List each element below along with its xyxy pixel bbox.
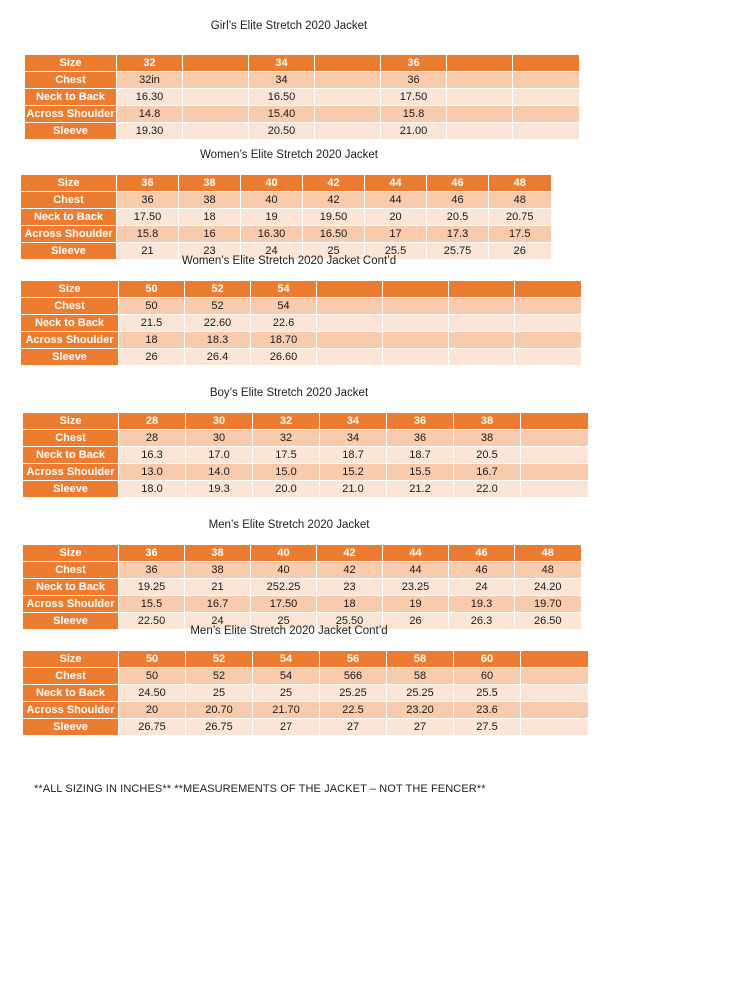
measurement-cell [383,315,449,332]
measurement-cell: 27 [387,719,454,736]
table-row-size [23,413,588,430]
row-label-chest: Chest [23,430,119,447]
table-row-chest [23,668,588,685]
measurement-cell [317,332,383,349]
measurement-cell [449,332,515,349]
measurement-cell [515,349,581,366]
measurement-cell: 24 [241,243,303,260]
measurement-cell: 52 [186,668,253,685]
measurement-cell: 20.70 [186,702,253,719]
measurement-cell: 26.50 [515,613,581,630]
row-label-neck-to-back: Neck to Back [23,685,119,702]
measurement-cell: 21.00 [381,123,447,140]
womens-contd-size-table [20,281,581,366]
measurement-cell: 58 [387,668,454,685]
size-header-cell: 32 [253,413,320,430]
size-header-cell: 48 [489,175,551,192]
table-row-across-shoulder [23,702,588,719]
measurement-cell: 15.8 [117,226,179,243]
measurement-cell [183,72,249,89]
measurement-cell [515,332,581,349]
size-header-cell: 52 [185,281,251,298]
table-row-size [21,175,551,192]
size-header-cell: 46 [449,545,515,562]
measurement-cell [317,298,383,315]
measurement-cell: 24.20 [515,579,581,596]
measurement-cell [513,89,579,106]
size-header-cell: 48 [515,545,581,562]
table-row-size [25,55,579,72]
size-header-cell: 54 [251,281,317,298]
size-header-cell: 30 [186,413,253,430]
measurement-cell [183,123,249,140]
measurement-cell: 23 [179,243,241,260]
measurement-cell [317,349,383,366]
measurement-cell: 17.50 [117,209,179,226]
mens-contd-size-table [22,651,588,736]
measurement-cell: 20.5 [454,447,521,464]
size-header-cell [513,55,579,72]
measurement-cell: 52 [185,298,251,315]
measurement-cell [447,72,513,89]
table-row-size [23,651,588,668]
measurement-cell: 17.3 [427,226,489,243]
row-label-chest: Chest [25,72,117,89]
size-header-cell: 38 [454,413,521,430]
size-header-cell [447,55,513,72]
size-header-cell: 52 [186,651,253,668]
row-label-across-shoulder: Across Shoulder [23,464,119,481]
size-header-cell: 50 [119,651,186,668]
row-label-chest: Chest [21,192,117,209]
measurement-cell: 50 [119,668,186,685]
size-header-cell: 54 [253,651,320,668]
table-row-size [23,545,581,562]
measurement-cell: 44 [383,562,449,579]
table-row-chest [23,430,588,447]
measurement-cell [521,464,588,481]
size-header-cell: 56 [320,651,387,668]
measurement-cell: 42 [303,192,365,209]
womens-table-title: Women’s Elite Stretch 2020 Jacket [200,149,378,161]
measurement-cell [447,89,513,106]
measurement-cell: 22.5 [320,702,387,719]
row-label-sleeve: Sleeve [23,719,119,736]
measurement-cell: 19.3 [186,481,253,498]
measurement-cell: 16.30 [241,226,303,243]
measurement-cell: 25 [251,613,317,630]
measurement-cell: 21.0 [320,481,387,498]
measurement-cell: 18 [119,332,185,349]
measurement-cell: 34 [320,430,387,447]
size-header-cell: 50 [119,281,185,298]
measurement-cell: 20 [365,209,427,226]
row-label-across-shoulder: Across Shoulder [23,596,119,613]
size-header-cell [317,281,383,298]
measurement-cell: 21 [117,243,179,260]
measurement-cell: 18 [317,596,383,613]
row-label-size: Size [23,651,119,668]
measurement-cell: 25.50 [317,613,383,630]
measurement-cell: 19.30 [117,123,183,140]
measurement-cell [183,89,249,106]
measurement-cell: 22.50 [119,613,185,630]
measurement-cell: 26.3 [449,613,515,630]
measurement-cell [513,72,579,89]
measurement-cell: 25 [253,685,320,702]
row-label-across-shoulder: Across Shoulder [21,226,117,243]
size-header-cell: 42 [317,545,383,562]
measurement-cell: 14.0 [186,464,253,481]
measurement-cell [521,685,588,702]
size-header-cell: 46 [427,175,489,192]
table-row-across-shoulder [25,106,579,123]
size-header-cell: 34 [320,413,387,430]
measurement-cell: 24 [449,579,515,596]
measurement-cell [521,447,588,464]
measurement-cell: 48 [489,192,551,209]
row-label-neck-to-back: Neck to Back [23,579,119,596]
measurement-cell: 18.7 [387,447,454,464]
measurement-cell: 16.7 [185,596,251,613]
measurement-cell: 20.50 [249,123,315,140]
size-header-cell: 36 [387,413,454,430]
measurement-cell: 40 [241,192,303,209]
measurement-cell: 19.70 [515,596,581,613]
measurement-cell [515,298,581,315]
size-header-cell: 58 [387,651,454,668]
measurement-cell: 25.75 [427,243,489,260]
measurement-cell: 15.8 [381,106,447,123]
size-header-cell [521,413,588,430]
measurement-cell: 36 [119,562,185,579]
measurement-cell [521,481,588,498]
measurement-cell: 15.5 [119,596,185,613]
size-header-cell [515,281,581,298]
measurement-cell: 16.3 [119,447,186,464]
measurement-cell: 25.5 [365,243,427,260]
measurement-cell: 21.70 [253,702,320,719]
measurement-cell: 42 [317,562,383,579]
measurement-cell: 27.5 [454,719,521,736]
measurement-cell [317,315,383,332]
measurement-cell: 17.5 [489,226,551,243]
measurement-cell: 15.40 [249,106,315,123]
measurement-cell: 23.20 [387,702,454,719]
measurement-cell [513,123,579,140]
measurement-cell: 20 [119,702,186,719]
row-label-size: Size [25,55,117,72]
table-row-neck-to-back [21,315,581,332]
measurement-cell [449,298,515,315]
measurement-cell: 17.5 [253,447,320,464]
mens-contd-table-title: Men’s Elite Stretch 2020 Jacket Cont’d [190,625,388,637]
measurement-cell: 18.70 [251,332,317,349]
measurement-cell: 38 [179,192,241,209]
measurement-cell: 14.8 [117,106,183,123]
measurement-cell: 26.60 [251,349,317,366]
measurement-cell: 38 [454,430,521,447]
measurement-cell: 18.0 [119,481,186,498]
measurement-cell: 21.5 [119,315,185,332]
measurement-cell: 30 [186,430,253,447]
measurement-cell: 48 [515,562,581,579]
measurement-cell [315,123,381,140]
size-header-cell: 44 [365,175,427,192]
row-label-sleeve: Sleeve [23,481,119,498]
size-header-cell: 42 [303,175,365,192]
row-label-across-shoulder: Across Shoulder [25,106,117,123]
measurement-cell [383,349,449,366]
measurement-cell: 18.3 [185,332,251,349]
measurement-cell: 38 [185,562,251,579]
table-row-chest [23,562,581,579]
size-header-cell [183,55,249,72]
measurement-cell: 16.50 [303,226,365,243]
measurement-cell: 26.75 [119,719,186,736]
measurement-cell: 23 [317,579,383,596]
table-row-neck-to-back [21,209,551,226]
table-row-across-shoulder [21,332,581,349]
measurement-cell [447,106,513,123]
boys-size-table [22,413,588,498]
size-header-cell: 60 [454,651,521,668]
row-label-neck-to-back: Neck to Back [21,315,119,332]
measurement-cell: 27 [320,719,387,736]
measurement-cell: 17.50 [381,89,447,106]
measurement-cell: 24.50 [119,685,186,702]
size-header-cell: 34 [249,55,315,72]
measurement-cell: 44 [365,192,427,209]
row-label-size: Size [21,281,119,298]
measurement-cell: 15.5 [387,464,454,481]
table-row-size [21,281,581,298]
measurement-cell: 32in [117,72,183,89]
measurement-cell: 566 [320,668,387,685]
size-header-cell: 38 [179,175,241,192]
measurement-cell: 54 [251,298,317,315]
measurement-cell [521,702,588,719]
womens-contd-table-title: Women’s Elite Stretch 2020 Jacket Cont’d [181,255,397,267]
row-label-neck-to-back: Neck to Back [25,89,117,106]
measurement-cell: 25 [303,243,365,260]
measurement-cell: 15.2 [320,464,387,481]
size-header-cell: 44 [383,545,449,562]
mens-size-table [22,545,581,630]
measurement-cell [383,298,449,315]
row-label-size: Size [21,175,117,192]
measurement-cell: 40 [251,562,317,579]
table-row-across-shoulder [21,226,551,243]
table-row-neck-to-back [23,447,588,464]
measurement-cell: 19.3 [449,596,515,613]
table-row-across-shoulder [23,464,588,481]
size-header-cell: 28 [119,413,186,430]
size-header-cell [449,281,515,298]
measurement-cell: 60 [454,668,521,685]
measurement-cell: 25.25 [320,685,387,702]
measurement-cell: 18 [179,209,241,226]
measurement-cell [383,332,449,349]
row-label-sleeve: Sleeve [21,243,117,260]
measurement-cell: 26 [119,349,185,366]
measurement-cell: 46 [449,562,515,579]
table-row-chest [21,298,581,315]
size-header-cell [315,55,381,72]
measurement-cell: 36 [117,192,179,209]
measurement-cell: 20.5 [427,209,489,226]
row-label-chest: Chest [21,298,119,315]
mens-table-title: Men’s Elite Stretch 2020 Jacket [208,519,370,531]
measurement-cell: 252.25 [251,579,317,596]
measurement-cell: 19.25 [119,579,185,596]
row-label-neck-to-back: Neck to Back [21,209,117,226]
measurement-cell: 16 [179,226,241,243]
table-row-sleeve [25,123,579,140]
measurement-cell: 32 [253,430,320,447]
table-row-neck-to-back [23,685,588,702]
measurement-cell: 25.5 [454,685,521,702]
measurement-cell: 25 [186,685,253,702]
measurement-cell: 24 [185,613,251,630]
measurement-cell [521,668,588,685]
measurement-cell: 19 [241,209,303,226]
measurement-cell: 27 [253,719,320,736]
row-label-sleeve: Sleeve [21,349,119,366]
size-header-cell: 36 [117,175,179,192]
row-label-neck-to-back: Neck to Back [23,447,119,464]
size-header-cell: 32 [117,55,183,72]
measurement-cell [183,106,249,123]
sizing-footnote: **ALL SIZING IN INCHES** **MEASUREMENTS OF THE JACKET – NOT THE FENCER** [34,783,486,795]
table-row-chest [21,192,551,209]
measurement-cell: 34 [249,72,315,89]
table-row-across-shoulder [23,596,581,613]
measurement-cell: 36 [387,430,454,447]
size-header-cell [383,281,449,298]
measurement-cell: 17 [365,226,427,243]
measurement-cell: 26 [489,243,551,260]
boys-table-title: Boy’s Elite Stretch 2020 Jacket [209,387,369,399]
womens-size-table [20,175,551,260]
table-row-sleeve [23,481,588,498]
measurement-cell: 22.60 [185,315,251,332]
measurement-cell: 46 [427,192,489,209]
measurement-cell: 16.7 [454,464,521,481]
measurement-cell: 13.0 [119,464,186,481]
row-label-across-shoulder: Across Shoulder [21,332,119,349]
row-label-size: Size [23,545,119,562]
measurement-cell [513,106,579,123]
row-label-sleeve: Sleeve [25,123,117,140]
measurement-cell: 23.25 [383,579,449,596]
measurement-cell: 16.30 [117,89,183,106]
measurement-cell: 25.25 [387,685,454,702]
measurement-cell [449,349,515,366]
size-header-cell: 36 [381,55,447,72]
size-header-cell: 38 [185,545,251,562]
measurement-cell: 17.50 [251,596,317,613]
measurement-cell: 21.2 [387,481,454,498]
measurement-cell [449,315,515,332]
measurement-cell: 21 [185,579,251,596]
measurement-cell: 17.0 [186,447,253,464]
measurement-cell [315,106,381,123]
size-header-cell: 40 [241,175,303,192]
row-label-sleeve: Sleeve [23,613,119,630]
size-header-cell: 36 [119,545,185,562]
measurement-cell: 36 [381,72,447,89]
measurement-cell: 26.4 [185,349,251,366]
row-label-across-shoulder: Across Shoulder [23,702,119,719]
measurement-cell: 54 [253,668,320,685]
girls-size-table [24,55,579,140]
measurement-cell [447,123,513,140]
table-row-neck-to-back [25,89,579,106]
measurement-cell: 20.0 [253,481,320,498]
size-header-cell: 40 [251,545,317,562]
table-row-sleeve [21,349,581,366]
measurement-cell: 26 [383,613,449,630]
measurement-cell [315,72,381,89]
measurement-cell: 50 [119,298,185,315]
measurement-cell: 19 [383,596,449,613]
row-label-chest: Chest [23,562,119,579]
measurement-cell [521,719,588,736]
row-label-size: Size [23,413,119,430]
girls-table-title: Girl’s Elite Stretch 2020 Jacket [210,20,368,32]
measurement-cell: 20.75 [489,209,551,226]
table-row-chest [25,72,579,89]
measurement-cell: 22.0 [454,481,521,498]
measurement-cell: 16.50 [249,89,315,106]
measurement-cell [515,315,581,332]
measurement-cell: 26.75 [186,719,253,736]
measurement-cell [521,430,588,447]
measurement-cell: 22.6 [251,315,317,332]
measurement-cell: 28 [119,430,186,447]
measurement-cell: 23.6 [454,702,521,719]
measurement-cell [315,89,381,106]
measurement-cell: 18.7 [320,447,387,464]
size-header-cell [521,651,588,668]
table-row-neck-to-back [23,579,581,596]
measurement-cell: 15.0 [253,464,320,481]
table-row-sleeve [23,719,588,736]
row-label-chest: Chest [23,668,119,685]
measurement-cell: 19.50 [303,209,365,226]
